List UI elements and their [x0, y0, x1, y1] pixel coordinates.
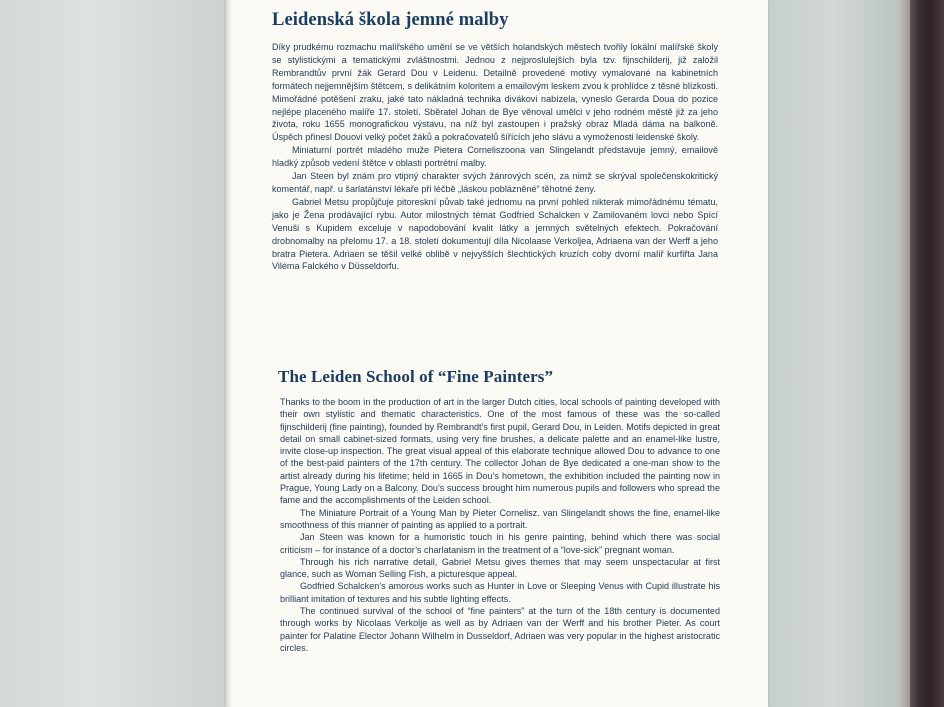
english-paragraph-4: Through his rich narrative detail, Gabriel Metsu gives themes that may seem unspectacular at first glance, such as Woman Selling Fish, a picturesque appeal. — [280, 556, 720, 580]
door-frame-edge — [898, 0, 910, 707]
gallery-wall-left — [0, 0, 226, 707]
english-title: The Leiden School of “Fine Painters” — [278, 367, 554, 386]
english-paragraph-3: Jan Steen was known for a humoristic touch in his genre painting, behind which there was social criticism – for instance of a doctor’s charlatanism in the treatment of a “love-sick” pregnant woman. — [280, 532, 720, 555]
english-paragraph-1: Thanks to the boom in the production of art in the larger Dutch cities, local schools of painting developed with their own stylistic and thematic characteristics. One of the most famous of these was the so-called fijnschilderij (fine painting), founded by Rembrandt’s first pupil, Gerard Dou, in Leiden. Motifs depicted in great detail on small cabinet-sized formats, using very fine brushes, a delicate palette and an enamel-like lustre, invite close-up inspection. The great visual appeal of this elaborate technique allowed Dou to advance to one of the best-paid painters of the 17th century. The collector Johan de Bye dedicated a one-man show to the artist already during his lifetime; held in 1665 in Dou’s hometown, the exhibition included the painting now in Prague, Young Lady on a Balcony. Dou’s success brought him numerous pupils and followers who spread the fame and the accomplishments of the Leiden school. — [280, 397, 720, 506]
czech-body — [272, 41, 718, 273]
czech-paragraph-4: Gabriel Metsu propůjčuje pitoreskní půvab také jednomu na první pohled nikterak mimořádnému tématu, jako je Žena prodávající rybu. Autor milostných témat Godfried Schalcken v Zamilovaném lovci nebo Spící Venuši s Kupidem exceluje v napodobování kvalit látky a jemných světelných efektech. Pokračování drobnomalby na přelomu 17. a 18. století dokumentují díla Nicolaase Verkoljea, Adriaena van der Werff a jeho bratra Pietera. Adriaen se těšil velké oblibě v nejvyšších šlechtických kruzích coby dvorní malíř kurfiřta Jana Viléma Falckého v Düsseldorfu. — [272, 196, 718, 272]
english-body — [280, 396, 720, 654]
czech-title: Leidenská škola jemné malby — [272, 10, 509, 30]
czech-paragraph-3: Jan Steen byl znám pro vtipný charakter svých žánrových scén, za nimž se skrýval společenskokritický komentář, např. u šarlatánství lékaře při léčbě „láskou poblázněné“ těhotné ženy. — [272, 171, 718, 194]
panel-shadow — [226, 0, 232, 707]
english-paragraph-6: The continued survival of the school of “fine painters” at the turn of the 18th century is documented through works by Nicolaas Verkolje as well as by Adriaen van der Werff and his brother Pieter. As court painter for Palatine Elector Johann Wilhelm in Dusseldorf, Adriaen was very popular in the highest aristocratic circles. — [280, 606, 720, 653]
english-paragraph-5: Godfried Schalcken’s amorous works such as Hunter in Love or Sleeping Venus with Cupid illustrate his brilliant imitation of textures and his subtle lighting effects. — [280, 581, 720, 604]
gallery-wall-right — [768, 0, 898, 707]
czech-paragraph-1: Díky prudkému rozmachu malířského umění se ve větších holandských městech tvořily lokální malířské školy se stylistickými a tematickými zvláštnostmi. Jednou z nejproslulejších byla tzv. fijnschilderij, již založil Rembrandtův první žák Gerard Dou v Leidenu. Detailně provedené motivy vymalované na kabinetních formátech nejjemnějším štětcem, s delikátním koloritem a emailovým leskem zvou k prohlídce z těsné blízkosti. Mimořádné potěšení zraku, jaké tato nákladná technika divákovi nabízela, vyneslo Gerarda Doua do pozice nejlépe placeného malíře 17. století. Sběratel Johan de Bye věnoval umělci v jeho rodném městě již za jeho života, roku 1655 monografickou výstavu, na níž byl zastoupen i pražský obraz Mladá dáma na balkoně. Úspěch přinesl Douovi velký počet žáků a pokračovatelů šířících jeho slávu a vymoženosti leidenské školy. — [272, 42, 718, 143]
english-paragraph-2: The Miniature Portrait of a Young Man by Pieter Cornelisz. van Slingelandt shows the fine, enamel-like smoothness of this manner of painting as applied to a portrait. — [280, 507, 720, 530]
czech-paragraph-2: Miniaturní portrét mladého muže Pietera Corneliszoona van Slingelandt představuje jemný, emailově hladký způsob vedení štětce v oblasti portrétní malby. — [272, 145, 718, 169]
